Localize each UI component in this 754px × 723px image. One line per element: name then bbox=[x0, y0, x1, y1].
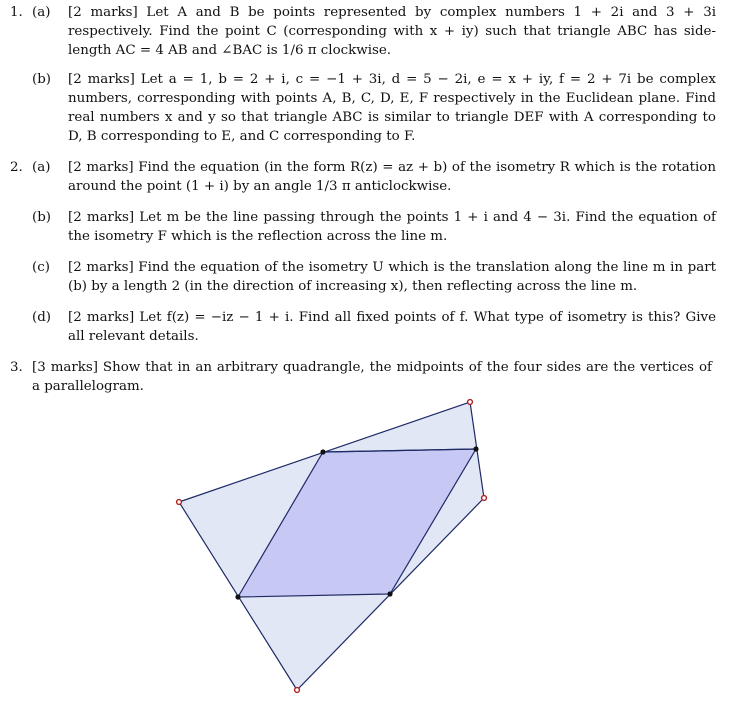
problem-number: 1. bbox=[10, 5, 23, 20]
vertex-point bbox=[468, 400, 473, 405]
part-text: [2 marks] Find the equation (in the form R(z) = az + b) of the isometry R which is the rotation around the point (1 + i) by an angle 1/3 π anticlockwise. bbox=[68, 160, 716, 194]
part-text: [2 marks] Let a = 1, b = 2 + i, c = −1 + 3i, d = 5 − 2i, e = x + iy, f = 2 + 7i be complex numbers, corresponding with points A, B, C, D, E, F respectively in the Euclidean plane. Find real numbers x and y so that triangle ABC is similar to triangle DEF with A corresponding to D, B corresponding to E, and C corresponding to F. bbox=[68, 72, 716, 144]
part-text: [2 marks] Let A and B be points represented by complex numbers 1 + 2i and 3 + 3i respectively. Find the point C (corresponding with x + iy) such that triangle ABC has side-length AC = 4 AB and ∠BAC is 1/6 π clockwise. bbox=[68, 5, 716, 58]
part-label: (b) bbox=[32, 72, 52, 87]
part-label: (b) bbox=[32, 210, 52, 225]
midpoint-point bbox=[235, 594, 240, 599]
part-label: (c) bbox=[32, 260, 50, 275]
part-label: (a) bbox=[32, 160, 51, 175]
vertex-point bbox=[177, 500, 182, 505]
midpoint-point bbox=[387, 591, 392, 596]
problem-number: 2. bbox=[10, 160, 23, 175]
part-label: (d) bbox=[32, 310, 52, 325]
part-text: [2 marks] Find the equation of the isometry U which is the translation along the line m in part (b) by a length 2 (in the direction of increasing x), then reflecting across the line m. bbox=[68, 260, 716, 294]
problem-3-text: [3 marks] Show that in an arbitrary quadrangle, the midpoints of the four sides are the vertices of a parallelogram. bbox=[32, 360, 712, 394]
midpoint-point bbox=[473, 446, 478, 451]
part-label: (a) bbox=[32, 5, 51, 20]
part-text: [2 marks] Let f(z) = −iz − 1 + i. Find all fixed points of f. What type of isometry is this? Give all relevant details. bbox=[68, 310, 716, 344]
problem-number: 3. bbox=[10, 360, 23, 375]
vertex-point bbox=[482, 496, 487, 501]
part-text: [2 marks] Let m be the line passing through the points 1 + i and 4 − 3i. Find the equation of the isometry F which is the reflection across the line m. bbox=[68, 210, 716, 244]
midpoint-point bbox=[320, 449, 325, 454]
vertex-point bbox=[295, 688, 300, 693]
